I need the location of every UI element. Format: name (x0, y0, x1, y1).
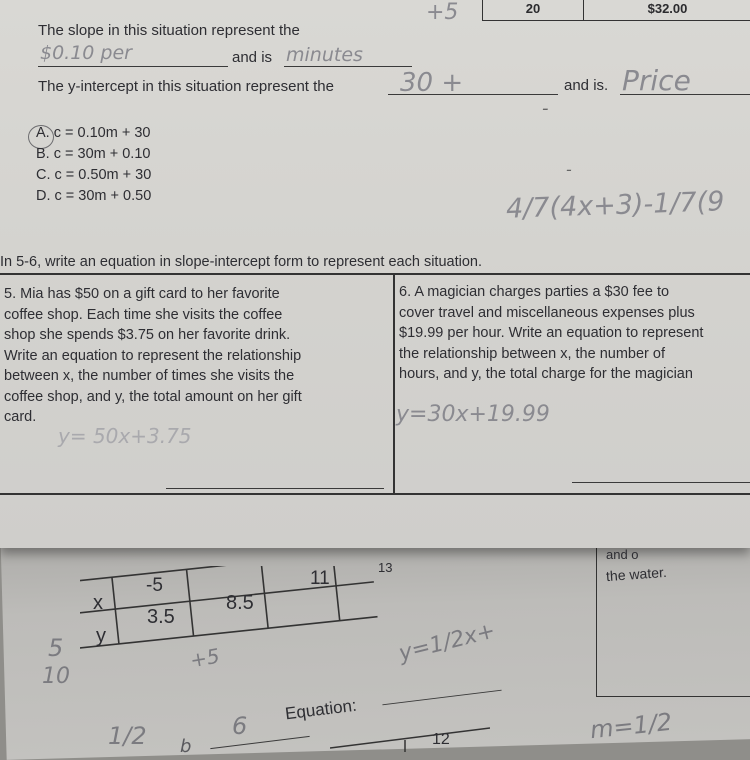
problem-6-line-5: hours, and y, the total charge for the magician (399, 366, 693, 382)
handwriting-5: 5 (48, 634, 64, 662)
y-value-2: 8.5 (226, 592, 254, 614)
top-table-cell-x: 20 (483, 0, 584, 20)
instructions: In 5-6, write an equation in slope-intercept form to represent each situation. (0, 254, 482, 270)
handwriting-m-equation: m=1/2 (588, 707, 674, 745)
yint-prompt: The y-intercept in this situation represent the (38, 78, 334, 95)
problem-5-line-4: Write an equation to represent the relationship (4, 347, 302, 364)
handwriting-dash-2: - (566, 160, 572, 179)
choice-b[interactable] (36, 146, 150, 162)
choice-b-text: c = 30m + 0.10 (53, 146, 151, 162)
problem-5-line-7: card. (4, 409, 37, 425)
problem-6 (399, 282, 703, 385)
handwriting-price: Price (622, 64, 691, 97)
yint-blank (388, 94, 558, 95)
handwriting-dash-1: - (542, 98, 549, 119)
choice-a-text: c = 0.10m + 30 (53, 125, 151, 141)
choice-a-letter: A. (36, 125, 50, 141)
handwriting-10: 10 (42, 664, 70, 689)
bottom-table-lines (330, 722, 490, 752)
price-blank (620, 94, 750, 95)
answer-5-blank (166, 488, 384, 489)
problem-divider (393, 273, 395, 493)
problem-6-line-1: 6. A magician charges parties a $30 fee to (399, 284, 670, 300)
top-table-cell-price: $32.00 (647, 1, 688, 16)
handwriting-b: b (180, 736, 192, 757)
handwriting-y-equation: y=1/2x+ (396, 618, 498, 667)
choice-c-letter: C. (36, 167, 51, 183)
x-value-3: 11 (310, 568, 330, 589)
problem-5 (4, 284, 302, 428)
handwriting-plus5-top: +5 (426, 0, 459, 25)
answer-6-blank (572, 482, 750, 483)
handwriting-plus5-bottom: +5 (188, 643, 222, 673)
and-is-dot-label: and is. (564, 77, 609, 94)
choice-b-letter: B. (36, 146, 50, 162)
x-value-1: -5 (146, 575, 163, 596)
choice-d-letter: D. (36, 188, 51, 204)
handwriting-answer-6: y=30x+19.99 (396, 402, 550, 427)
choice-c[interactable] (36, 167, 151, 183)
water-text: the water. (605, 563, 668, 585)
problem-5-line-3: shop she spends $3.75 on her favorite drink. (4, 327, 291, 343)
problem-5-line-2: coffee shop. Each time she visits the coffee (4, 306, 283, 323)
handwriting-half: 1/2 (108, 722, 147, 750)
slope-prompt: The slope in this situation represent the (38, 22, 300, 39)
handwriting-answer-5: y= 50x+3.75 (58, 424, 192, 448)
problem-6-line-2: cover travel and miscellaneous expenses plus (399, 304, 695, 321)
problem-5-line-6: coffee shop, and y, the total amount on her gift (4, 388, 302, 405)
handwriting-slope-fill: $0.10 per (40, 42, 132, 64)
problem-6-line-4: the relationship between x, the number of (399, 345, 665, 362)
y-value-1: 3.5 (147, 606, 175, 628)
handwriting-expression: 4/7(4x+3)-1/7(9 (505, 186, 725, 225)
choice-d[interactable] (36, 188, 151, 204)
problem-5-line-1: 5. Mia has $50 on a gift card to her favorite (4, 286, 280, 302)
x-label: x (93, 592, 103, 614)
x-value-4: 13 (378, 560, 393, 575)
choice-c-text: c = 0.50m + 30 (54, 167, 152, 183)
choice-a[interactable] (36, 125, 150, 141)
and-is-label: and is (232, 49, 273, 66)
handwriting-yint-fill: 30 + (400, 68, 464, 98)
and-is-blank (284, 66, 412, 67)
y-label: y (96, 625, 106, 647)
top-table-fragment (482, 0, 750, 21)
bottom-value: 12 (432, 731, 450, 748)
handwriting-6: 6 (232, 712, 248, 740)
handwriting-and-is-fill: minutes (286, 44, 363, 66)
choice-d-text: c = 30m + 0.50 (54, 188, 152, 204)
problem-5-line-5: between x, the number of times she visits the (4, 368, 295, 384)
problem-6-line-3: $19.99 per hour. Write an equation to represent (399, 325, 704, 341)
water-prev-line: and o (606, 547, 639, 562)
equation-label: Equation: (284, 695, 358, 724)
slope-blank (38, 66, 228, 67)
